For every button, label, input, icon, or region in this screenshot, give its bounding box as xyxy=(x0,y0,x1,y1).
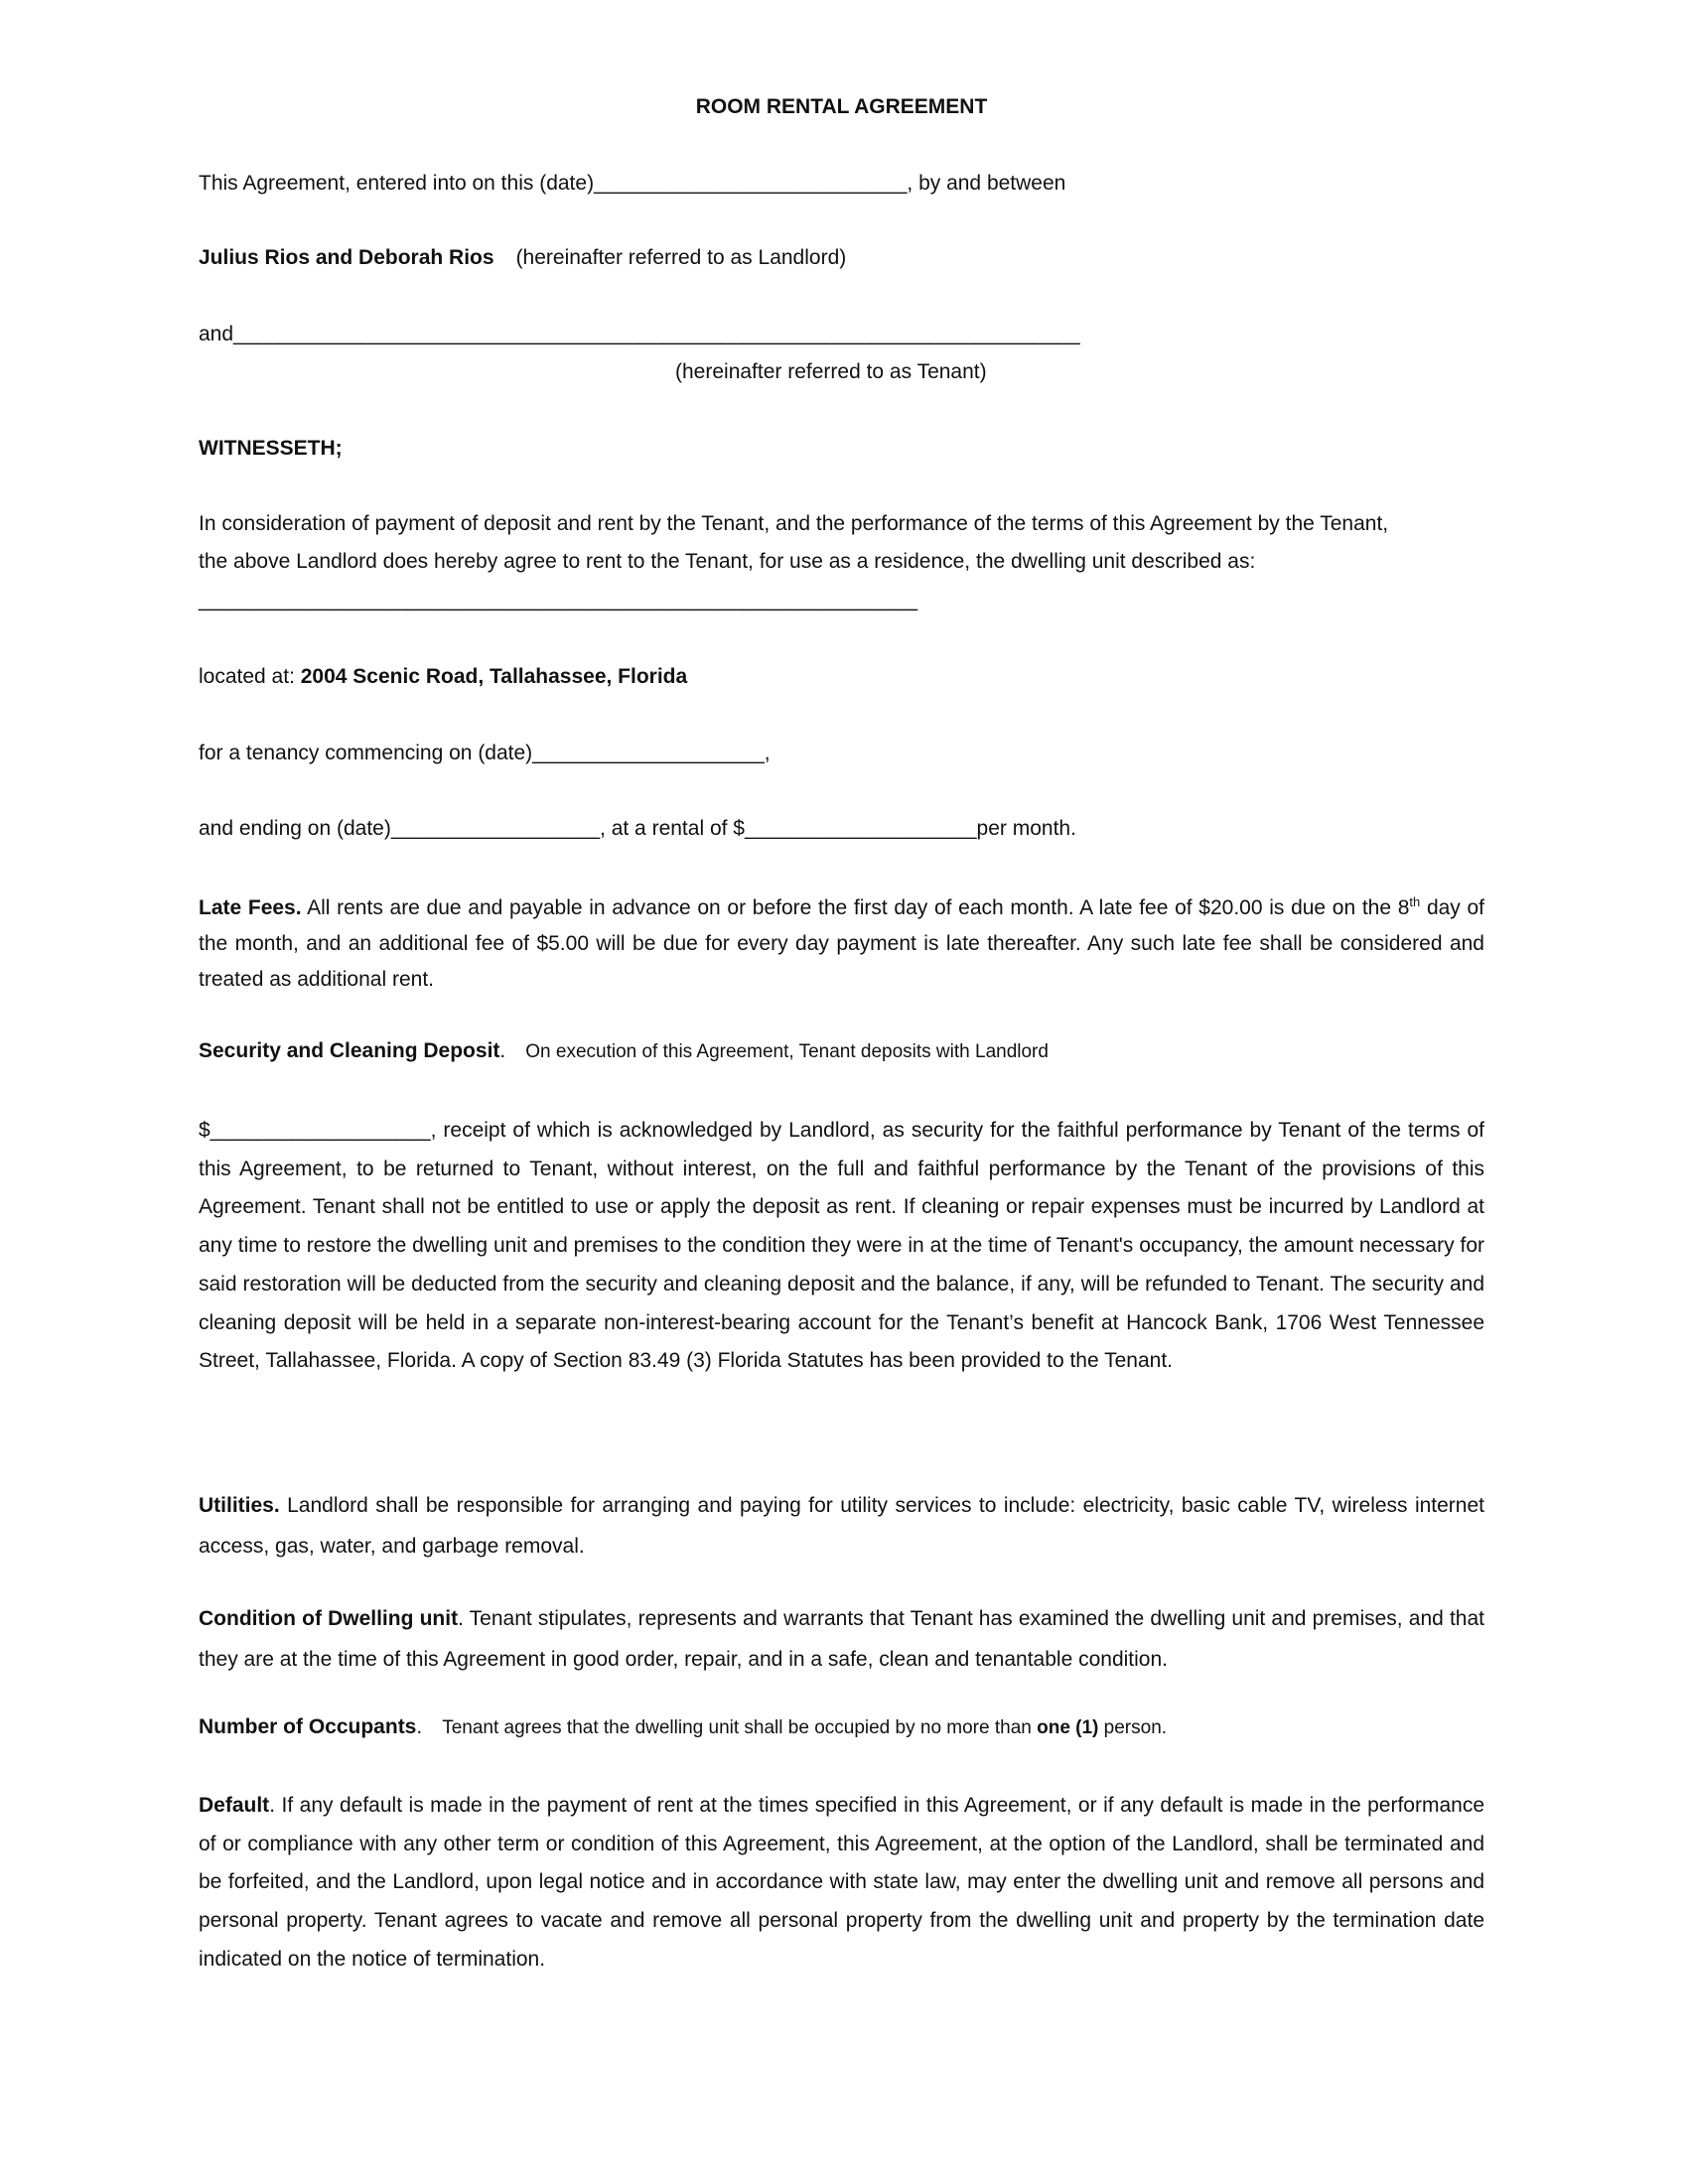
consideration-line-1: In consideration of payment of deposit and rent by the Tenant, and the performance of the terms of this Agreement by the Tenant, xyxy=(199,512,1389,535)
late-fees-text: All rents are due and payable in advance on or before the first day of each month. A late fee of $20.00 is due on the 8 xyxy=(301,896,1410,919)
utilities-paragraph xyxy=(199,1485,1484,1567)
utilities-text: Landlord shall be responsible for arranging and paying for utility services to include: electricity, basic cable TV, wireless internet access, gas, water, and garbage removal. xyxy=(199,1494,1484,1558)
consideration-line-2: the above Landlord does hereby agree to rent to the Tenant, for use as a residence, the dwelling unit described as: xyxy=(199,550,1256,573)
late-fees-superscript: th xyxy=(1409,894,1421,909)
intro-line: This Agreement, entered into on this (date)___________________________, by and between xyxy=(199,172,1066,195)
occupants-end: person. xyxy=(1098,1717,1168,1738)
security-heading: Security and Cleaning Deposit xyxy=(199,1039,500,1062)
document-title: ROOM RENTAL AGREEMENT xyxy=(695,95,988,118)
default-text: . If any default is made in the payment of rent at the times specified in this Agreement, or if any default is made in the performance of or compliance with any other term or condition of this Agreement, this Agreement, at the option of the Landlord, shall be terminated and be forfeited, and the Landlord, upon legal notice and in accordance with state law, may enter the dwelling unit and remove all persons and personal property. Tenant agrees to vacate and remove all personal property from the dwelling unit and property by the termination date indicated on the notice of termination. xyxy=(199,1794,1484,1971)
landlord-reference: (hereinafter referred to as Landlord) xyxy=(515,246,847,269)
occupants-heading: Number of Occupants xyxy=(199,1715,417,1738)
commencing-line: for a tenancy commencing on (date)____________________, xyxy=(199,742,771,764)
utilities-heading: Utilities. xyxy=(199,1494,280,1517)
occupants-line xyxy=(199,1712,1167,1743)
location-label: located at: xyxy=(199,665,301,688)
landlord-names: Julius Rios and Deborah Rios xyxy=(199,246,494,269)
security-heading-period: . xyxy=(499,1039,506,1062)
occupants-count: one (1) xyxy=(1037,1717,1099,1738)
security-body: $___________________, receipt of which is acknowledged by Landlord, as security for the faithful performance by Tenant of the terms of this Agreement, to be returned to Tenant, without interest, on the full and faithful performance by the Tenant of the provisions of this Agreement. Tenant shall not be entitled to use or apply the deposit as rent. If cleaning or repair expenses must be incurred by Landlord at any time to restore the dwelling unit and premises to the condition they were in at the time of Tenant's occupancy, the amount necessary for said restoration will be deducted from the security and cleaning deposit and the balance, if any, will be refunded to Tenant. The security and cleaning deposit will be held in a separate non-interest-bearing account for the Tenant’s benefit at Hancock Bank, 1706 West Tennessee Street, Tallahassee, Florida. A copy of Section 83.49 (3) Florida Statutes has been provided to the Tenant. xyxy=(199,1119,1484,1373)
witnesseth-heading: WITNESSETH; xyxy=(199,437,343,460)
ending-rental-line: and ending on (date)__________________, at a rental of $____________________per month. xyxy=(199,817,1076,840)
condition-paragraph xyxy=(199,1598,1484,1680)
tenant-line: and_________________________________________________________________________ xyxy=(199,323,1080,345)
late-fees-heading: Late Fees. xyxy=(199,896,302,919)
default-paragraph xyxy=(199,1787,1484,1979)
occupants-heading-period: . xyxy=(416,1715,423,1738)
location-line xyxy=(199,662,687,692)
tenant-reference: (hereinafter referred to as Tenant) xyxy=(675,360,987,383)
landlord-line xyxy=(199,243,846,273)
occupants-text: Tenant agrees that the dwelling unit shall be occupied by no more than xyxy=(442,1717,1038,1738)
security-lead: On execution of this Agreement, Tenant deposits with Landlord xyxy=(525,1041,1049,1062)
location-address: 2004 Scenic Road, Tallahassee, Florida xyxy=(300,665,688,688)
late-fees-text-continued: day of the month, and an additional fee of $5.00 will be due for every day payment is late thereafter. Any such late fee shall be considered and treated as additional rent. xyxy=(199,896,1485,991)
late-fees-paragraph xyxy=(199,890,1484,998)
dwelling-description-blank: ______________________________________________________________ xyxy=(199,589,918,612)
condition-heading: Condition of Dwelling unit xyxy=(199,1607,459,1630)
default-heading: Default xyxy=(199,1794,270,1817)
security-heading-line xyxy=(199,1036,1049,1067)
condition-text: . Tenant stipulates, represents and warrants that Tenant has examined the dwelling unit and premises, and that they are at the time of this Agreement in good order, repair, and in a safe, clean and tenantable condition. xyxy=(199,1607,1484,1671)
